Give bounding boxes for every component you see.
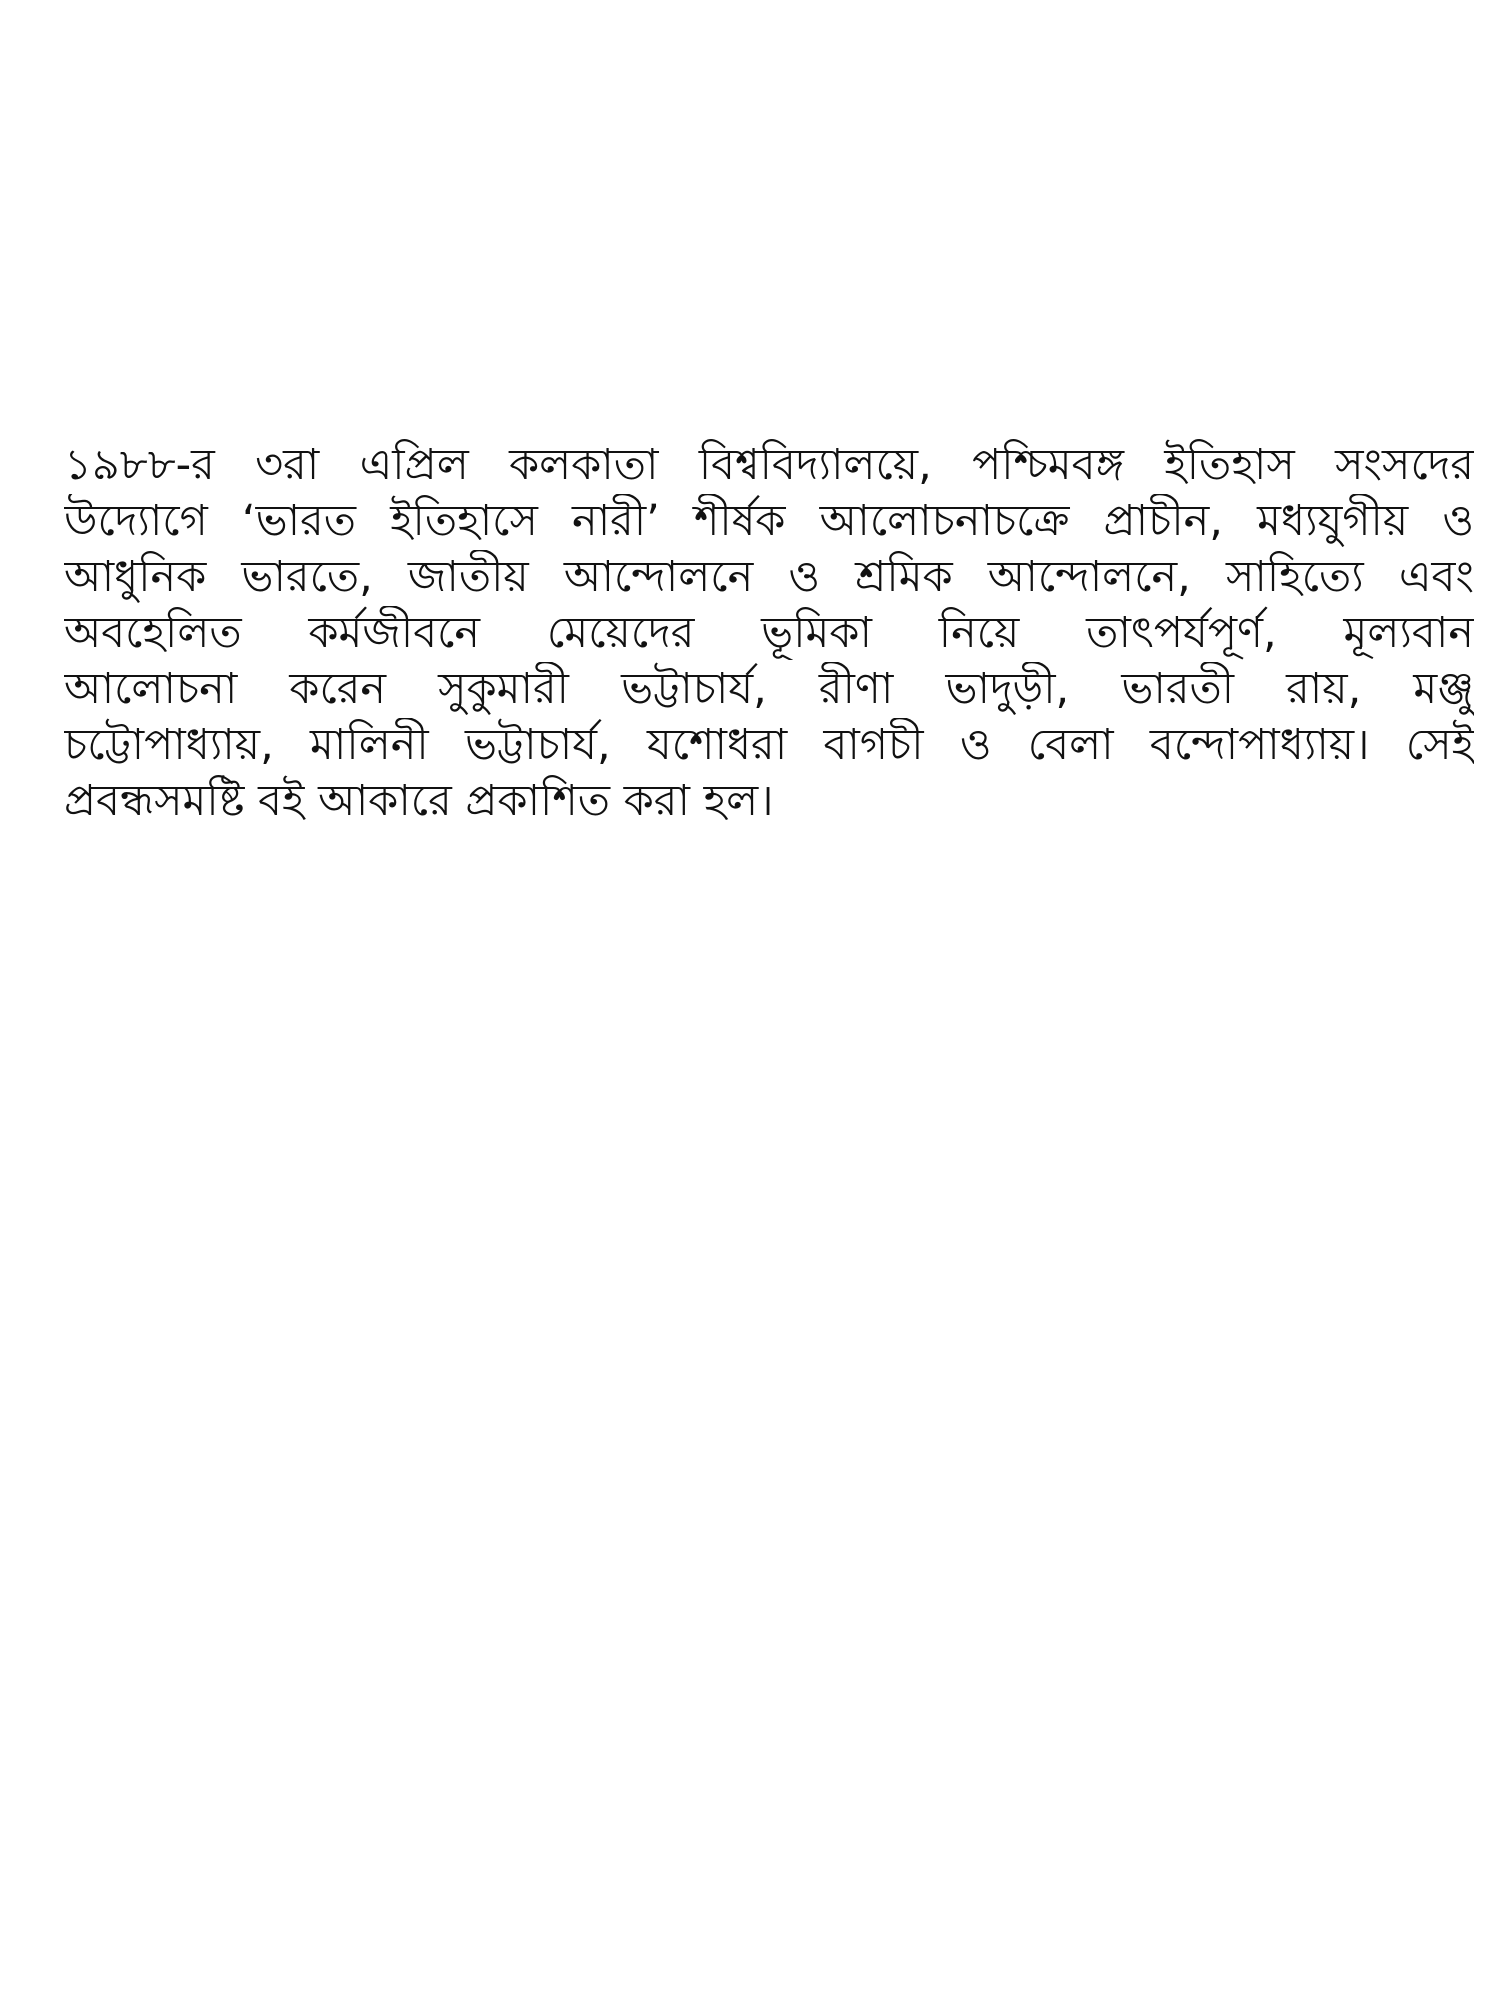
paragraph-line-1: ১৯৮৮-র ৩রা এপ্রিল কলকাতা বিশ্ববিদ্যালয়ে, পশ্চিমবঙ্গ ইতিহাস সংসদের xyxy=(64,440,1474,490)
paragraph-line-3: আধুনিক ভারতে, জাতীয় আন্দোলনে ও শ্রমিক আন্দোলনে, সাহিত্যে এবং xyxy=(64,552,1474,602)
paragraph-line-5: আলোচনা করেন সুকুমারী ভট্টাচার্য, রীণা ভাদুড়ী, ভারতী রায়, মঞ্জু xyxy=(64,664,1474,714)
paragraph-line-7: প্রবন্ধসমষ্টি বই আকারে প্রকাশিত করা হল। xyxy=(64,776,774,826)
paragraph-line-6: চট্টোপাধ্যায়, মালিনী ভট্টাচার্য, যশোধরা বাগচী ও বেলা বন্দোপাধ্যায়। সেই xyxy=(64,720,1474,770)
paragraph-line-2: উদ্যোগে ‘ভারত ইতিহাসে নারী’ শীর্ষক আলোচনাচক্রে প্রাচীন, মধ্যযুগীয় ও xyxy=(64,496,1474,546)
paragraph-line-4: অবহেলিত কর্মজীবনে মেয়েদের ভূমিকা নিয়ে তাৎপর্যপূর্ণ, মূল্যবান xyxy=(64,608,1474,658)
body-paragraph xyxy=(64,438,1474,830)
